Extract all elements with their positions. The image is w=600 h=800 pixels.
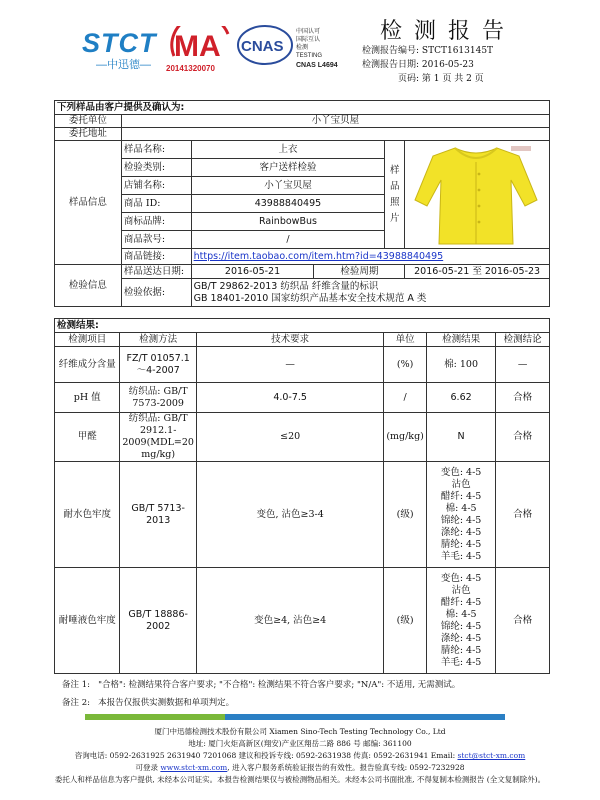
- row-conclusion: 合格: [496, 383, 550, 413]
- table-row: [55, 413, 550, 462]
- footer-verify: 可登录 www.stct-xm.com, 进入客户服务系统验证报告的有效性。报告验真专线: 0592-7232928: [135, 763, 465, 772]
- product-id-label: 商品 ID:: [121, 195, 191, 213]
- test-category-value: 客户送样检验: [191, 159, 385, 177]
- cnas-side-text: 中国认可 国际互认 检测 TESTING: [296, 29, 323, 59]
- style-no-value: /: [191, 231, 385, 249]
- shop-name-value: 小丫宝贝屋: [191, 177, 385, 195]
- basis-value: GB/T 29862-2013 纺织品 纤维含量的标识 GB 18401-2010 国家纺织产品基本安全技术规范 A 类: [191, 279, 549, 307]
- svg-text:MA: MA: [174, 30, 221, 62]
- row-conclusion: 合格: [496, 413, 550, 462]
- sample-info-label: 样品信息: [55, 141, 122, 265]
- footer-website[interactable]: www.stct-xm.com: [160, 763, 228, 772]
- row-method: 纺织品: GB/T 7573-2009: [120, 383, 197, 413]
- footer-color-bar: [85, 714, 505, 720]
- table-row: [55, 347, 550, 383]
- row-result: 6.62: [426, 383, 495, 413]
- brand-value: RainbowBus: [191, 213, 385, 231]
- row-requirement: —: [196, 347, 383, 383]
- client-unit-label: 委托单位: [55, 115, 122, 128]
- header-requirement: 技术要求: [196, 333, 383, 347]
- product-id-value: 43988840495: [191, 195, 385, 213]
- row-result: N: [426, 413, 495, 462]
- shop-name-label: 店铺名称:: [121, 177, 191, 195]
- row-item: 纤维成分含量: [55, 347, 120, 383]
- client-address-value: [121, 128, 549, 141]
- footer-email[interactable]: stct@stct-xm.com: [457, 751, 526, 760]
- test-category-label: 检验类别:: [121, 159, 191, 177]
- footer-company: 厦门中迅德检测技术股份有限公司 Xiamen Sino-Tech Testing Technology Co., Ltd: [154, 727, 446, 736]
- row-result: 变色: 4-5 沾色 醋纤: 4-5 棉: 4-5 锦纶: 4-5 涤纶: 4-5 腈纶: 4-5 羊毛: 4-5: [426, 462, 495, 568]
- row-item: 甲醛: [55, 413, 120, 462]
- row-method: GB/T 5713-2013: [120, 462, 197, 568]
- note-2: 备注 2: 本报告仅报供实测数据和单项判定。: [62, 698, 235, 708]
- client-unit-value: 小丫宝贝屋: [121, 115, 549, 128]
- row-item: 耐唾液色牢度: [55, 568, 120, 674]
- header-result: 检测结果: [426, 333, 495, 347]
- header-method: 检测方法: [120, 333, 197, 347]
- svg-text:CNAS: CNAS: [241, 38, 284, 55]
- test-info-label: 检验信息: [55, 265, 122, 307]
- period-label: 检验周期: [314, 265, 405, 279]
- product-link-label: 商品链接:: [121, 249, 191, 265]
- photo-label: 样品照片: [385, 141, 405, 249]
- row-conclusion: 合格: [496, 462, 550, 568]
- row-unit: /: [384, 383, 427, 413]
- header-unit: 单位: [384, 333, 427, 347]
- row-requirement: 变色≥4, 沾色≥4: [196, 568, 383, 674]
- footer-contact: 咨询电话: 0592-2631925 2631940 7201068 建议和投诉专线: 0592-2631938 传真: 0592-2631941 Email: stct@stct-xm.com: [74, 751, 526, 760]
- row-unit: (级): [384, 462, 427, 568]
- row-method: GB/T 18886-2002: [120, 568, 197, 674]
- client-address-label: 委托地址: [55, 128, 122, 141]
- stct-logo: STCT: [82, 28, 157, 58]
- results-section-title: 检测结果:: [55, 319, 550, 333]
- ma-seal-icon: [168, 26, 232, 62]
- report-number: 检测报告编号: STCT1613145T: [362, 46, 494, 56]
- table-row: [55, 383, 550, 413]
- row-requirement: 变色, 沾色≥3-4: [196, 462, 383, 568]
- row-requirement: 4.0-7.5: [196, 383, 383, 413]
- results-table: [54, 318, 550, 674]
- send-date-value: 2016-05-21: [191, 265, 314, 279]
- table-row: [55, 462, 550, 568]
- row-result: 变色: 4-5 沾色 醋纤: 4-5 棉: 4-5 锦纶: 4-5 涤纶: 4-5 腈纶: 4-5 羊毛: 4-5: [426, 568, 495, 674]
- row-item: 耐水色牢度: [55, 462, 120, 568]
- report-title: 检测报告: [380, 19, 517, 44]
- header-conclusion: 检测结论: [496, 333, 550, 347]
- row-unit: (mg/kg): [384, 413, 427, 462]
- ma-code: 20141320070: [166, 64, 215, 73]
- cnas-code: CNAS L4694: [296, 62, 338, 69]
- sample-photo: [407, 140, 545, 252]
- sample-name-label: 样品名称:: [121, 141, 191, 159]
- note-1: 备注 1: "合格": 检测结果符合客户要求; "不合格": 检测结果不符合客户要求; "N/A": 不适用, 无需测试。: [62, 680, 461, 690]
- row-conclusion: 合格: [496, 568, 550, 674]
- product-link[interactable]: https://item.taobao.com/item.htm?id=43988840495: [191, 249, 549, 265]
- table-row: [55, 568, 550, 674]
- style-no-label: 商品款号:: [121, 231, 191, 249]
- header-item: 检测项目: [55, 333, 120, 347]
- row-method: FZ/T 01057.1～4-2007: [120, 347, 197, 383]
- row-result: 棉: 100: [426, 347, 495, 383]
- row-requirement: ≤20: [196, 413, 383, 462]
- sample-name-value: 上衣: [191, 141, 385, 159]
- brand-label: 商标品牌:: [121, 213, 191, 231]
- basis-label: 检验依据:: [121, 279, 191, 307]
- row-conclusion: —: [496, 347, 550, 383]
- cnas-logo-icon: [236, 24, 294, 66]
- stct-logo-sub: —中迅德—: [96, 59, 151, 71]
- send-date-label: 样品送达日期:: [121, 265, 191, 279]
- footer-disclaimer: 委托人和样品信息为客户提供, 未经本公司证实。本报告检测结果仅与被检测物品相关。未经本公司书面批准, 不得复制本检测报告 (全文复制除外)。: [54, 775, 546, 784]
- footer-address: 地址: 厦门火炬高新区(翔安)产业区翔岳二路 886 号 邮编: 361100: [188, 739, 412, 748]
- row-method: 纺织品: GB/T 2912.1-2009(MDL=20 mg/kg): [120, 413, 197, 462]
- period-value: 2016-05-21 至 2016-05-23: [405, 265, 550, 279]
- client-section-title: 下列样品由客户提供及确认为:: [55, 101, 550, 115]
- report-date: 检测报告日期: 2016-05-23: [362, 60, 474, 70]
- row-unit: (级): [384, 568, 427, 674]
- row-unit: (%): [384, 347, 427, 383]
- page-number: 页码: 第 1 页 共 2 页: [398, 74, 484, 84]
- row-item: pH 值: [55, 383, 120, 413]
